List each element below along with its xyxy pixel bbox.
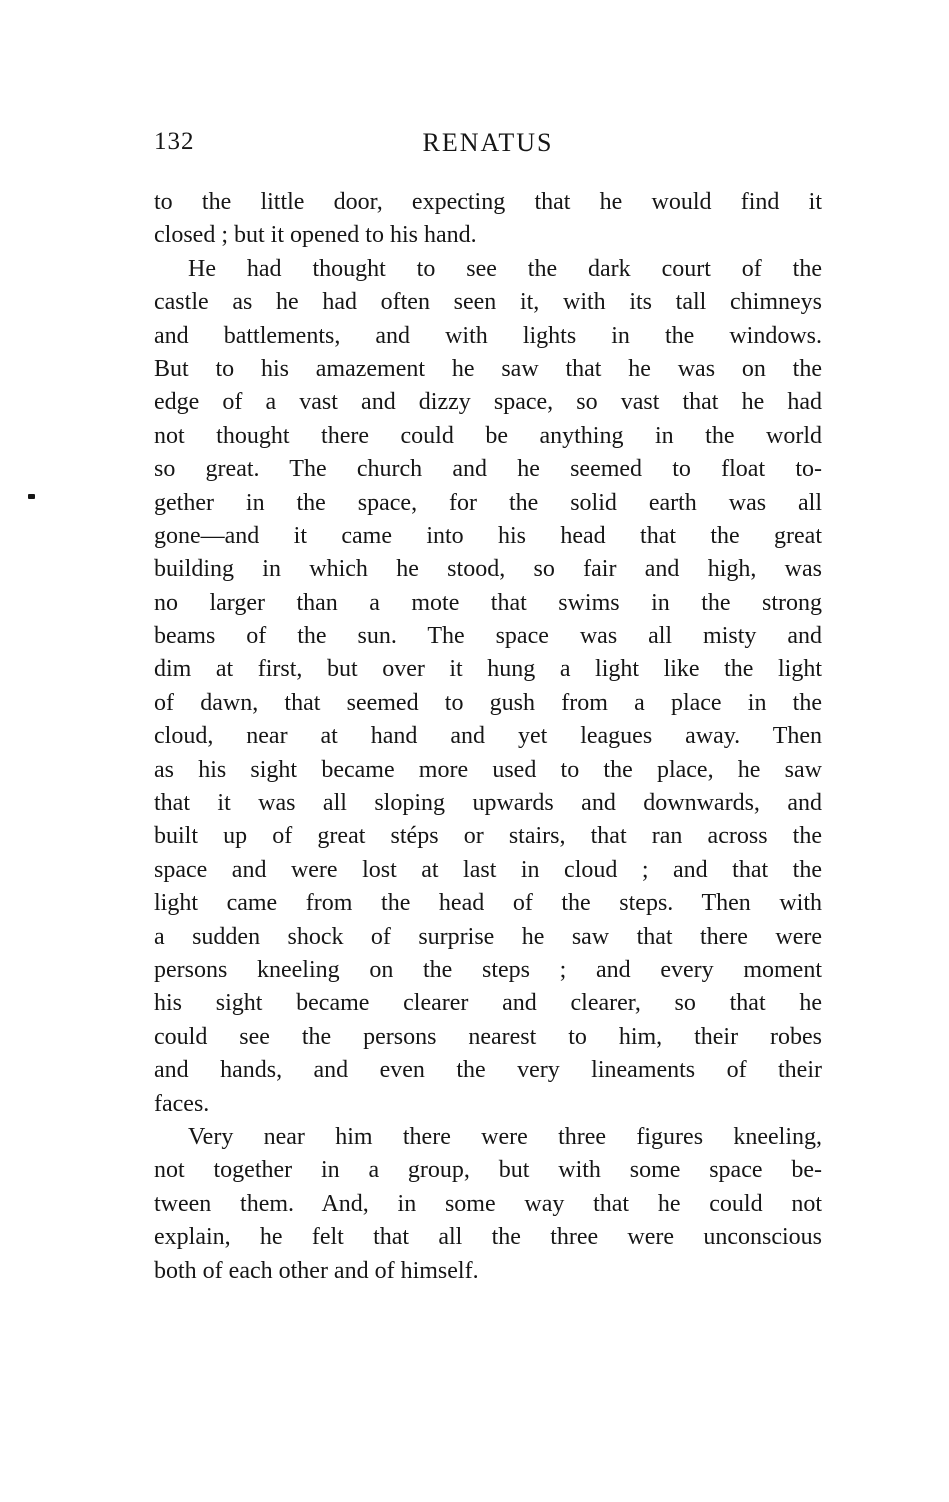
text-line: could see the persons nearest to him, their robes <box>154 1023 822 1050</box>
text-line: built up of great stéps or stairs, that ran across the <box>154 823 822 850</box>
text-line: gether in the space, for the solid earth was all <box>154 489 822 516</box>
text-line: and battlements, and with lights in the windows. <box>154 322 822 349</box>
text-line: not together in a group, but with some space be- <box>154 1157 822 1184</box>
page-header <box>154 128 822 162</box>
text-line: beams of the sun. The space was all misty and <box>154 623 822 650</box>
text-line: gone—and it came into his head that the great <box>154 522 822 549</box>
text-line: Very near him there were three figures kneeling, <box>188 1123 822 1150</box>
text-line: castle as he had often seen it, with its tall chimneys <box>154 289 822 316</box>
running-header-title: RENATUS <box>422 128 554 157</box>
text-line: and hands, and even the very lineaments of their <box>154 1057 822 1084</box>
text-line: light came from the head of the steps. Then with <box>154 890 822 917</box>
text-line: But to his amazement he saw that he was on the <box>154 355 822 382</box>
text-line: his sight became clearer and clearer, so that he <box>154 990 822 1017</box>
text-line: He had thought to see the dark court of the <box>188 255 822 282</box>
text-line: dim at first, but over it hung a light like the light <box>154 656 822 683</box>
page-number: 132 <box>154 128 195 155</box>
text-line: so great. The church and he seemed to float to- <box>154 456 822 483</box>
text-line: a sudden shock of surprise he saw that there were <box>154 923 822 950</box>
text-line: of dawn, that seemed to gush from a place in the <box>154 689 822 716</box>
text-line: explain, he felt that all the three were unconscious <box>154 1224 822 1251</box>
text-line: building in which he stood, so fair and high, was <box>154 556 822 583</box>
text-line: no larger than a mote that swims in the strong <box>154 589 822 616</box>
text-line: cloud, near at hand and yet leagues away. Then <box>154 723 822 750</box>
text-line: as his sight became more used to the place, he saw <box>154 756 822 783</box>
text-line: that it was all sloping upwards and downwards, and <box>154 790 822 817</box>
text-line: both of each other and of himself. <box>154 1257 479 1284</box>
text-line: space and were lost at last in cloud ; and that the <box>154 856 822 883</box>
text-line: closed ; but it opened to his hand. <box>154 222 477 249</box>
text-line: faces. <box>154 1090 210 1117</box>
text-line: not thought there could be anything in the world <box>154 422 822 449</box>
text-line: to the little door, expecting that he would find it <box>154 189 822 215</box>
text-line: persons kneeling on the steps ; and every moment <box>154 956 822 983</box>
text-line: edge of a vast and dizzy space, so vast that he had <box>154 389 822 416</box>
ink-speck <box>28 494 35 499</box>
text-line: tween them. And, in some way that he could not <box>154 1190 822 1217</box>
text-block <box>154 186 822 1288</box>
